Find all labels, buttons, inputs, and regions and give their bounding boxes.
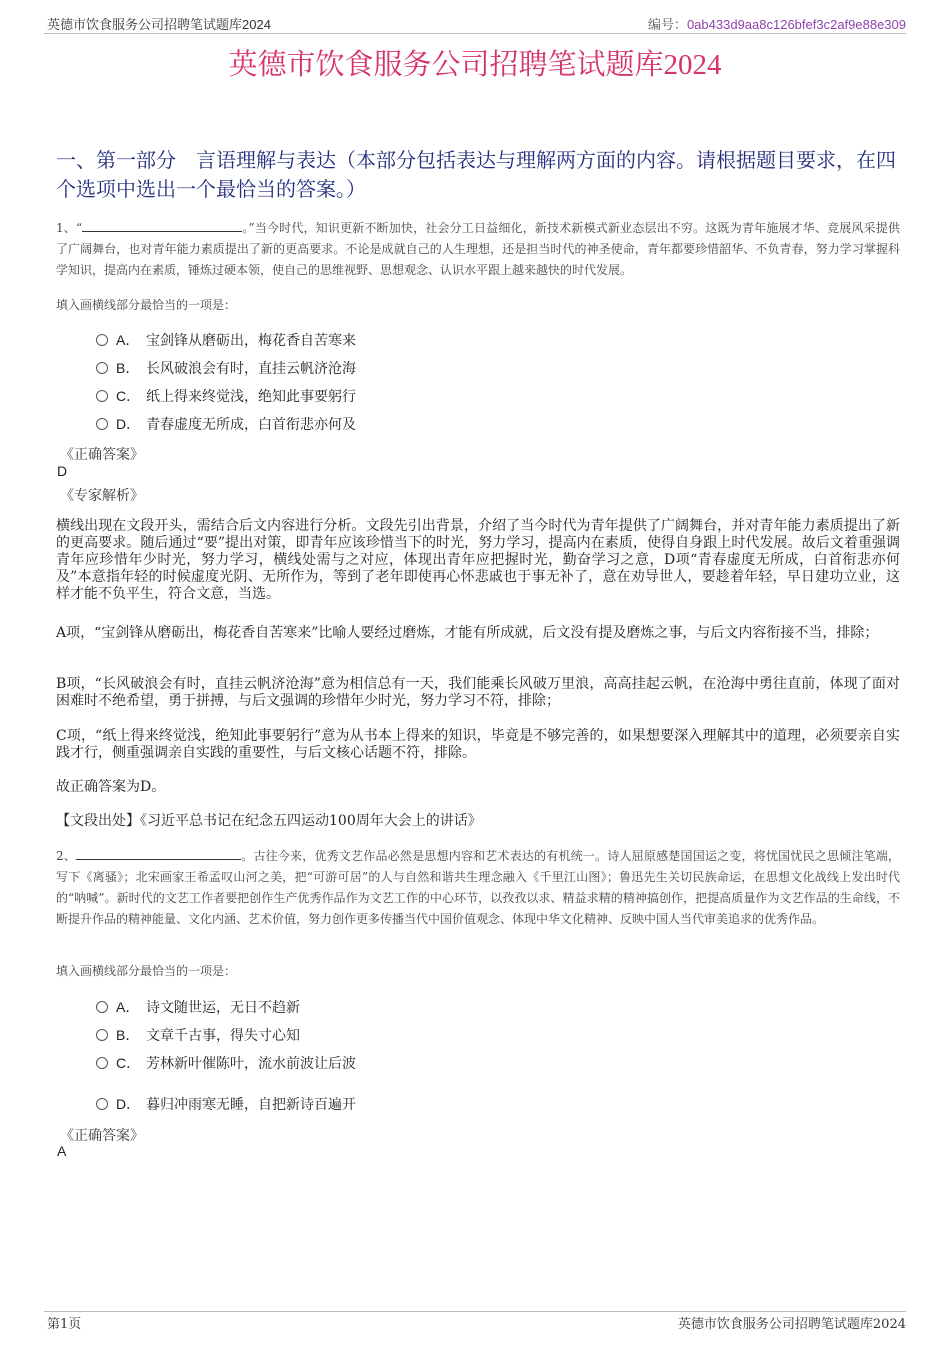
question-1-answer-label: 《正确答案》 bbox=[60, 447, 144, 463]
question-1-analysis-label: 《专家解析》 bbox=[60, 488, 144, 504]
question-1-answer: D bbox=[57, 463, 68, 479]
question-2-prompt: 填入画横线部分最恰当的一项是： bbox=[56, 964, 237, 978]
footer-title: 英德市饮食服务公司招聘笔试题库2024 bbox=[677, 1317, 906, 1332]
question-1-option-b[interactable]: B． 长风破浪会有时，直挂云帆济沧海 bbox=[96, 358, 356, 378]
question-2-number: 2、 bbox=[56, 849, 77, 863]
header-title: 英德市饮食服务公司招聘笔试题库2024 bbox=[47, 17, 271, 32]
question-1-prompt: 填入画横线部分最恰当的一项是： bbox=[56, 298, 237, 312]
header-code-label: 编号： bbox=[647, 17, 687, 32]
question-1-option-c[interactable]: C． 纸上得来终觉浅，绝知此事要躬行 bbox=[96, 386, 356, 406]
question-2-option-c[interactable]: C． 芳林新叶催陈叶，流水前波让后波 bbox=[96, 1053, 356, 1073]
question-2-stem bbox=[56, 846, 900, 930]
question-2-answer-label: 《正确答案》 bbox=[60, 1128, 144, 1144]
radio-icon[interactable] bbox=[96, 1057, 108, 1069]
question-2-option-a[interactable]: A． 诗文随世运，无日不趋新 bbox=[96, 997, 300, 1017]
analysis-source: 【文段出处】《习近平总书记在纪念五四运动100周年大会上的讲话》 bbox=[56, 813, 482, 829]
question-1-option-a[interactable]: A． 宝剑锋从磨砺出，梅花香自苦寒来 bbox=[96, 330, 356, 350]
header-code bbox=[648, 14, 906, 33]
question-2-answer: A bbox=[57, 1143, 67, 1159]
question-2-blank bbox=[76, 847, 241, 860]
radio-icon[interactable] bbox=[96, 418, 108, 430]
footer-divider bbox=[44, 1311, 906, 1312]
radio-icon[interactable] bbox=[96, 334, 108, 346]
radio-icon[interactable] bbox=[96, 390, 108, 402]
analysis-paragraph: C项，“纸上得来终觉浅，绝知此事要躬行”意为从书本上得来的知识，毕竟是不够完善的，如果想要深入理解其中的道理，必须要亲自实践才行，侧重强调亲自实践的重要性，与后文核心话题不符，排除。 bbox=[56, 728, 900, 761]
section-heading: 一、第一部分 言语理解与表达（本部分包括表达与理解两方面的内容。请根据题目要求，在四个选项中选出一个最恰当的答案。） bbox=[56, 148, 896, 201]
footer-page-number: 第1页 bbox=[47, 1317, 82, 1332]
question-1-blank bbox=[82, 219, 242, 232]
radio-icon[interactable] bbox=[96, 1098, 108, 1110]
question-2-option-b[interactable]: B． 文章千古事，得失寸心知 bbox=[96, 1025, 300, 1045]
header-divider bbox=[44, 33, 906, 34]
question-2-option-d[interactable]: D． 暮归冲雨寒无睡，自把新诗百遍开 bbox=[96, 1094, 356, 1114]
radio-icon[interactable] bbox=[96, 1029, 108, 1041]
question-1-option-d[interactable]: D． 青春虚度无所成，白首衔悲亦何及 bbox=[96, 414, 356, 434]
radio-icon[interactable] bbox=[96, 362, 108, 374]
analysis-conclusion: 故正确答案为D。 bbox=[56, 779, 166, 795]
analysis-paragraph: 横线出现在文段开头，需结合后文内容进行分析。文段先引出背景，介绍了当今时代为青年提供了广阔舞台，并对青年能力素质提出了新的更高要求。随后通过“要”提出对策，即青年应该珍惜当下的时光，努力学习，提高内在素质，使得自身跟上时代发展。故后文着重强调青年应珍惜年少时光，努力学习，横线处需与之对应，体现出青年应把握时光，勤奋学习之意，D项“青春虚度无所成，白首衔悲亦何及”本意指年轻的时候虚度光阴、无所作为，等到了老年即使再心怀悲戚也于事无补了，意在劝导世人，要趁着年轻，早日建功立业，这样才能不负平生，符合文意，当选。 bbox=[56, 518, 900, 602]
question-1-text: 。”当今时代，知识更新不断加快，社会分工日益细化，新技术新模式新业态层出不穷。这既为青年施展才华、竞展风采提供了广阔舞台，也对青年能力素质提出了新的更高要求。不论是成就自己的人生理想，还是担当时代的神圣使命，青年都要珍惜韶华、不负青春，努力学习掌握科学知识，提高内在素质，锤炼过硬本领，使自己的思维视野、思想观念、认识水平跟上越来越快的时代发展。 bbox=[56, 221, 900, 277]
analysis-paragraph: A项，“宝剑锋从磨砺出，梅花香自苦寒来”比喻人要经过磨炼，才能有所成就，后文没有提及磨炼之事，与后文内容衔接不当，排除； bbox=[56, 625, 879, 641]
question-2-text: 。古往今来，优秀文艺作品必然是思想内容和艺术表达的有机统一。诗人屈原感楚国国运之变，将忧国忧民之思倾注笔端，写下《离骚》；北宋画家王希孟叹山河之美，把“可游可居”的人与自然和谐共生理念融入《千里江山图》；鲁迅先生关切民族命运，在思想文化战线上发出时代的“呐喊”。新时代的文艺工作者要把创作生产优秀作品作为文艺工作的中心环节，以孜孜以求、精益求精的精神搞创作，把提高质量作为文艺作品的生命线，不断提升作品的精神能量、文化内涵、艺术价值，努力创作更多传播当代中国价值观念、体现中华文化精神、反映中国人当代审美追求的优秀作品。 bbox=[56, 849, 900, 926]
question-1-number: 1、“ bbox=[56, 221, 83, 235]
page-title: 英德市饮食服务公司招聘笔试题库2024 bbox=[228, 49, 722, 81]
header-code-value: 0ab433d9aa8c126bfef3c2af9e88e309 bbox=[686, 17, 906, 32]
radio-icon[interactable] bbox=[96, 1001, 108, 1013]
analysis-paragraph: B项，“长风破浪会有时，直挂云帆济沧海”意为相信总有一天，我们能乘长风破万里浪，高高挂起云帆，在沧海中勇往直前，体现了面对困难时不绝希望，勇于拼搏，与后文强调的珍惜年少时光，努力学习不符，排除； bbox=[56, 676, 900, 709]
question-1-stem bbox=[56, 218, 900, 281]
